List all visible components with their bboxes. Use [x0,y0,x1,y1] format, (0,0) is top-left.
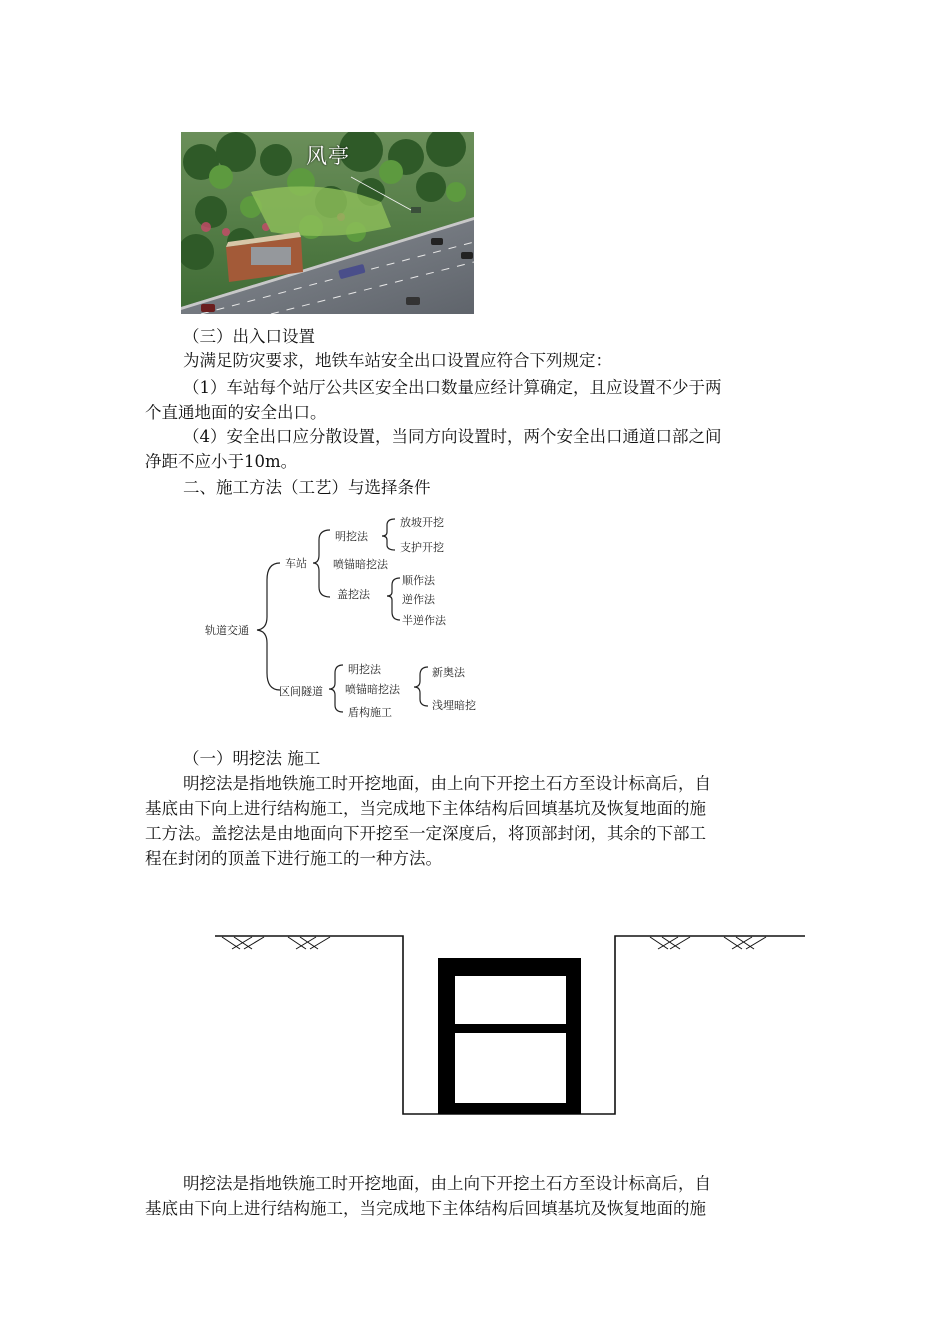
open-cut-p1-line2: 基底由下向上进行结构施工，当完成地下主体结构后回填基坑及恢复地面的施 [145,799,706,818]
tree-slope-excavation: 放坡开挖 [400,516,444,529]
method-classification-tree [195,505,495,730]
tree-semi-top-down: 半逆作法 [402,614,446,627]
open-cut-p1-line3: 工方法。盖挖法是由地面向下开挖至一定深度后，将顶部封闭，其余的下部工 [145,824,706,843]
rule4-line2: 净距不应小于10m。 [145,452,298,471]
section2-heading: 二、施工方法（工艺）与选择条件 [183,478,431,497]
tree-shield: 盾构施工 [348,706,392,719]
tree-natm: 新奥法 [432,666,465,679]
open-cut-p1-line1: 明挖法是指地铁施工时开挖地面，由上向下开挖土石方至设计标高后，自 [183,774,711,793]
tree-top-down: 逆作法 [402,593,435,606]
station-rendering-photo [181,132,474,314]
tree-tunnel: 区间隧道 [279,685,323,698]
open-cut-p1-line4: 程在封闭的顶盖下进行施工的一种方法。 [145,849,442,868]
open-cut-heading: （一）明挖法 施工 [183,749,321,768]
rule1-line2: 个直通地面的安全出口。 [145,403,327,422]
tree-shallow-mining: 浅埋暗挖 [432,699,476,712]
rule4-line1: （4）安全出口应分散设置，当同方向设置时，两个安全出口通道口部之间 [183,427,722,446]
open-cut-pit-diagram [210,925,810,1120]
pavilion-label: 风亭 [306,144,350,168]
rule1-line1: （1）车站每个站厅公共区安全出口数量应经计算确定，且应设置不少于两 [183,378,722,397]
tree-station-shotcrete: 喷锚暗挖法 [333,558,388,571]
open-cut-p2-line1: 明挖法是指地铁施工时开挖地面，由上向下开挖土石方至设计标高后，自 [183,1174,711,1193]
tree-bottom-up: 顺作法 [402,574,435,587]
entrance-heading: （三）出入口设置 [183,327,315,346]
tree-station-open-cut: 明挖法 [335,530,368,543]
tree-support-excavation: 支护开挖 [400,541,444,554]
intro-paragraph: 为满足防灾要求，地铁车站安全出口设置应符合下列规定： [183,351,612,370]
tree-station: 车站 [285,557,307,570]
tree-cover-excavation: 盖挖法 [337,588,370,601]
tree-tunnel-shotcrete: 喷锚暗挖法 [345,683,400,696]
tree-tunnel-open-cut: 明挖法 [348,663,381,676]
tree-root: 轨道交通 [205,624,249,637]
open-cut-p2-line2: 基底由下向上进行结构施工，当完成地下主体结构后回填基坑及恢复地面的施 [145,1199,706,1218]
